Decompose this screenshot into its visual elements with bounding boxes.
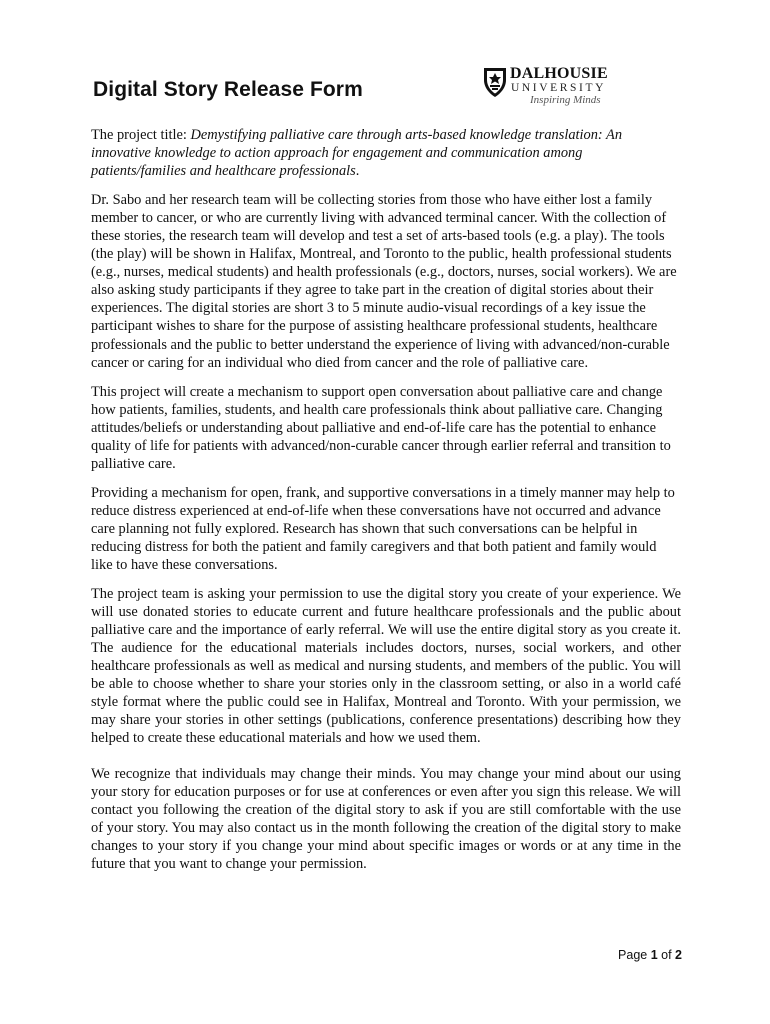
project-title-paragraph bbox=[91, 126, 681, 180]
paragraph-permission: The project team is asking your permission to use the digital story you create of your experience. We will use donated stories to educate current and future healthcare professionals and the public about palliative care and the importance of early referral. We will use the entire digital story as you create it. The audience for the educational materials includes doctors, nurses, social workers, and other healthcare professionals as well as medical and nursing students, and members of the public. You will be able to choose whether to share your stories only in the classroom setting, or also in a world café style format where the public could see in Halifax, Montreal and Toronto. With your permission, we may share your stories in other settings (publications, conference presentations) describing how they helped to create these educational materials and how we used them. bbox=[91, 586, 681, 747]
page-current: 1 bbox=[650, 948, 658, 962]
logo-tagline: Inspiring Minds bbox=[530, 94, 601, 106]
page-of: of bbox=[657, 948, 676, 962]
paragraph-mechanism: This project will create a mechanism to support open conversation about palliative care and change how patients, families, students, and health care professionals think about palliative care. Changing attitudes/beliefs or understanding about palliative and end-of-life care has the potential to enhance quality of life for patients with advanced/non-curable cancer through earlier referral and transition to palliative care. bbox=[91, 383, 671, 472]
paragraph-conversations: Providing a mechanism for open, frank, and supportive conversations in a timely manner may help to reduce distress experienced at end-of-life when these conversations have not occurred and advance care planning not fully explored. Research has shown that such conversations can be helpful in reducing distress for both the patient and family caregivers and that both patient and family would like to have these conversations. bbox=[91, 484, 675, 574]
page-total: 2 bbox=[675, 948, 682, 962]
project-title-end: . bbox=[355, 163, 360, 180]
page-title: Digital Story Release Form bbox=[93, 78, 363, 101]
project-title-label: The project title: bbox=[91, 127, 191, 143]
paragraph-intro: Dr. Sabo and her research team will be collecting stories from those who have either lost a family member to cancer, or who are currently living with advanced terminal cancer. With the collection of these stories, the research team will develop and test a set of arts-based tools (e.g. a play). The tools (the play) will be shown in Halifax, Montreal, and Toronto to the public, health professional students (e.g., nurses, medical students) and health professionals (e.g., doctors, nurses, social workers). We are also asking study participants if they agree to take part in the creation of digital stories about their experiences. The digital stories are short 3 to 5 minute audio-visual recordings of a key issue the participant wishes to share for the purpose of assisting healthcare professional students, healthcare professionals and the public to better understand the experience of living with advanced/non-curable cancer or caring for an individual who died from cancer and the role of palliative care. bbox=[91, 192, 677, 371]
page-number bbox=[618, 948, 682, 962]
paragraph-change-mind: We recognize that individuals may change their minds. You may change your mind about our using your story for education purposes or for use at conferences or even after you sign this release. We will contact you following the creation of the digital story to ask if you are still comfortable with the use of your story. You may also contact us in the month following the creation of the digital story to make changes to your story if you change your mind about specific images or words or at any time in the future that you want to change your permission. bbox=[91, 765, 681, 872]
crest-icon bbox=[482, 66, 508, 98]
logo-name: DALHOUSIE bbox=[510, 65, 608, 82]
document-body bbox=[91, 126, 681, 884]
project-title-text: Demystifying palliative care through arts-based knowledge translation: An innovative knowledge to action approach for engagement and communication among patients/families and healthcare professionals bbox=[91, 127, 623, 180]
dalhousie-logo bbox=[482, 66, 612, 110]
page-label: Page bbox=[618, 948, 651, 962]
logo-university: UNIVERSITY bbox=[511, 82, 606, 94]
